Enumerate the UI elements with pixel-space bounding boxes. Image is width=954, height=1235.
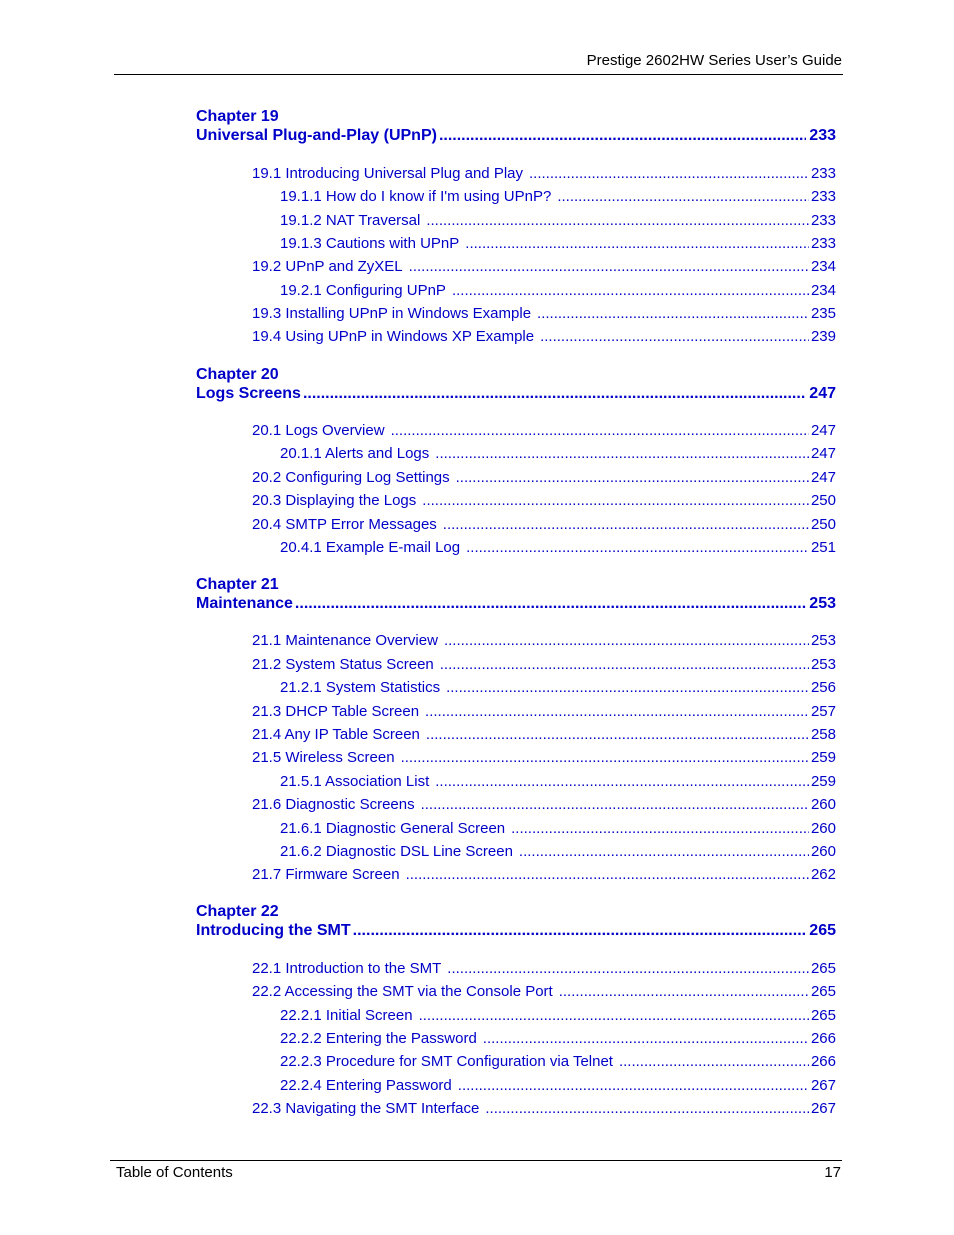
- entry-title: 20.1 Logs Overview: [252, 422, 385, 439]
- entry-title: 22.2.1 Initial Screen: [280, 1007, 413, 1024]
- dot-leader: [458, 1075, 809, 1097]
- dot-leader: [440, 654, 809, 676]
- dot-leader: [425, 701, 809, 723]
- entry-title: 21.2 System Status Screen: [252, 656, 434, 673]
- dot-leader: [422, 490, 809, 512]
- toc-entry[interactable]: [252, 958, 836, 980]
- toc-entry[interactable]: [280, 537, 836, 559]
- entry-page: 233: [810, 235, 836, 252]
- toc-entry[interactable]: [252, 630, 836, 652]
- toc-entry[interactable]: [252, 724, 836, 746]
- entry-page: 235: [810, 305, 836, 322]
- toc-entry[interactable]: [252, 794, 836, 816]
- entry-page: 233: [810, 188, 836, 205]
- entry-page: 266: [810, 1030, 836, 1047]
- entry-page: 247: [810, 469, 836, 486]
- entry-page: 233: [810, 212, 836, 229]
- dot-leader: [557, 186, 809, 208]
- toc-entry[interactable]: [252, 467, 836, 489]
- entry-page: 250: [810, 516, 836, 533]
- chapter-title: Introducing the SMT: [196, 922, 351, 939]
- entry-title: 20.4.1 Example E-mail Log: [280, 539, 461, 556]
- entry-title: 22.2 Accessing the SMT via the Console Port: [252, 983, 553, 1000]
- entry-title: 22.2.2 Entering the Password: [280, 1030, 477, 1047]
- chapter-title-line[interactable]: [196, 593, 836, 615]
- entry-title: 19.1 Introducing Universal Plug and Play: [252, 165, 523, 182]
- chapter-label: Chapter 20: [196, 366, 279, 383]
- dot-leader: [537, 303, 809, 325]
- entry-page: 250: [810, 492, 836, 509]
- dot-leader: [485, 1098, 809, 1120]
- entry-title: 22.2.4 Entering Password: [280, 1077, 452, 1094]
- toc-entry[interactable]: [280, 443, 836, 465]
- dot-leader: [466, 537, 809, 559]
- entry-title: 19.1.2 NAT Traversal: [280, 212, 421, 229]
- entry-page: 266: [810, 1053, 836, 1070]
- dot-leader: [529, 163, 809, 185]
- dot-leader: [540, 326, 809, 348]
- chapter-page: 265: [809, 922, 836, 939]
- dot-leader: [353, 920, 807, 942]
- entry-title: 20.2 Configuring Log Settings: [252, 469, 450, 486]
- dot-leader: [406, 864, 809, 886]
- dot-leader: [452, 280, 809, 302]
- dot-leader: [435, 443, 809, 465]
- entry-page: 233: [810, 165, 836, 182]
- entry-title: 19.1.3 Cautions with UPnP: [280, 235, 460, 252]
- entry-page: 247: [810, 422, 836, 439]
- entry-page: 267: [810, 1100, 836, 1117]
- dot-leader: [447, 958, 809, 980]
- chapter-title-line[interactable]: [196, 383, 836, 405]
- dot-leader: [419, 1005, 809, 1027]
- entry-page: 256: [810, 679, 836, 696]
- entry-page: 260: [810, 820, 836, 837]
- dot-leader: [483, 1028, 809, 1050]
- entry-title: 21.7 Firmware Screen: [252, 866, 400, 883]
- toc-entry[interactable]: [252, 420, 836, 442]
- entry-title: 19.3 Installing UPnP in Windows Example: [252, 305, 532, 322]
- dot-leader: [439, 125, 806, 147]
- entry-title: 21.5.1 Association List: [280, 773, 430, 790]
- entry-page: 234: [810, 282, 836, 299]
- dot-leader: [619, 1051, 809, 1073]
- page-header: [114, 50, 843, 75]
- chapter-page: 233: [809, 127, 836, 144]
- toc-entry[interactable]: [280, 771, 836, 793]
- dot-leader: [426, 210, 809, 232]
- entry-page: 260: [810, 843, 836, 860]
- entry-title: 21.6.1 Diagnostic General Screen: [280, 820, 506, 837]
- toc-entry[interactable]: [280, 280, 836, 302]
- toc-entry[interactable]: [252, 256, 836, 278]
- entry-title: 19.1.1 How do I know if I'm using UPnP?: [280, 188, 552, 205]
- chapter-label: Chapter 19: [196, 108, 279, 125]
- entry-title: 20.4 SMTP Error Messages: [252, 516, 437, 533]
- entry-page: 262: [810, 866, 836, 883]
- chapter-label: Chapter 21: [196, 576, 279, 593]
- chapter-title-line[interactable]: [196, 920, 836, 942]
- entry-title: 20.1.1 Alerts and Logs: [280, 445, 430, 462]
- dot-leader: [443, 514, 809, 536]
- toc-entry[interactable]: [252, 701, 836, 723]
- footer-section: Table of Contents: [116, 1164, 233, 1181]
- chapter-title: Logs Screens: [196, 385, 301, 402]
- toc-entry[interactable]: [252, 490, 836, 512]
- toc-entry[interactable]: [252, 326, 836, 348]
- toc-entry[interactable]: [252, 1098, 836, 1120]
- toc-entry[interactable]: [280, 210, 836, 232]
- entry-page: 265: [810, 983, 836, 1000]
- entry-title: 19.2 UPnP and ZyXEL: [252, 258, 403, 275]
- toc-entry[interactable]: [252, 864, 836, 886]
- entry-page: 251: [810, 539, 836, 556]
- toc-entry[interactable]: [280, 818, 836, 840]
- entry-page: 247: [810, 445, 836, 462]
- dot-leader: [391, 420, 809, 442]
- toc-entry[interactable]: [252, 747, 836, 769]
- toc-entry[interactable]: [280, 233, 836, 255]
- entry-title: 21.2.1 System Statistics: [280, 679, 441, 696]
- toc-entry[interactable]: [252, 654, 836, 676]
- dot-leader: [421, 794, 809, 816]
- entry-title: 21.5 Wireless Screen: [252, 749, 395, 766]
- dot-leader: [426, 724, 809, 746]
- toc-entry[interactable]: [252, 303, 836, 325]
- entry-title: 21.1 Maintenance Overview: [252, 632, 438, 649]
- entry-title: 22.1 Introduction to the SMT: [252, 960, 442, 977]
- entry-title: 19.2.1 Configuring UPnP: [280, 282, 446, 299]
- entry-title: 21.6 Diagnostic Screens: [252, 796, 415, 813]
- entry-page: 265: [810, 960, 836, 977]
- toc-entry[interactable]: [280, 1051, 836, 1073]
- entry-title: 21.4 Any IP Table Screen: [252, 726, 420, 743]
- page-footer: [110, 1160, 842, 1185]
- entry-title: 19.4 Using UPnP in Windows XP Example: [252, 328, 535, 345]
- entry-page: 259: [810, 773, 836, 790]
- entry-page: 257: [810, 703, 836, 720]
- toc-entry[interactable]: [280, 841, 836, 863]
- dot-leader: [446, 677, 809, 699]
- dot-leader: [435, 771, 809, 793]
- entry-page: 260: [810, 796, 836, 813]
- dot-leader: [295, 593, 806, 615]
- chapter-page: 247: [809, 385, 836, 402]
- entry-page: 253: [810, 632, 836, 649]
- dot-leader: [303, 383, 806, 405]
- entry-title: 22.2.3 Procedure for SMT Configuration via Telnet: [280, 1053, 613, 1070]
- entry-page: 239: [810, 328, 836, 345]
- entry-page: 258: [810, 726, 836, 743]
- toc-entry[interactable]: [280, 1028, 836, 1050]
- entry-page: 234: [810, 258, 836, 275]
- chapter-page: 253: [809, 595, 836, 612]
- entry-title: 21.3 DHCP Table Screen: [252, 703, 420, 720]
- chapter-title-line[interactable]: [196, 125, 836, 147]
- dot-leader: [456, 467, 809, 489]
- chapter-label: Chapter 22: [196, 903, 279, 920]
- dot-leader: [401, 747, 809, 769]
- entry-page: 259: [810, 749, 836, 766]
- dot-leader: [465, 233, 809, 255]
- toc-entry[interactable]: [280, 677, 836, 699]
- entry-title: 21.6.2 Diagnostic DSL Line Screen: [280, 843, 513, 860]
- toc-entry[interactable]: [252, 981, 836, 1003]
- footer-page-number: 17: [824, 1164, 841, 1181]
- chapter-title: Maintenance: [196, 595, 293, 612]
- dot-leader: [519, 841, 809, 863]
- entry-page: 253: [810, 656, 836, 673]
- entry-page: 267: [810, 1077, 836, 1094]
- toc-entry[interactable]: [252, 514, 836, 536]
- entry-title: 22.3 Navigating the SMT Interface: [252, 1100, 480, 1117]
- toc-entry[interactable]: [252, 163, 836, 185]
- dot-leader: [511, 818, 809, 840]
- chapter-title: Universal Plug-and-Play (UPnP): [196, 127, 437, 144]
- dot-leader: [444, 630, 809, 652]
- toc-entry[interactable]: [280, 1005, 836, 1027]
- header-title: Prestige 2602HW Series User’s Guide: [586, 52, 842, 69]
- toc-entry[interactable]: [280, 186, 836, 208]
- dot-leader: [559, 981, 809, 1003]
- dot-leader: [409, 256, 809, 278]
- entry-page: 265: [810, 1007, 836, 1024]
- entry-title: 20.3 Displaying the Logs: [252, 492, 417, 509]
- toc-entry[interactable]: [280, 1075, 836, 1097]
